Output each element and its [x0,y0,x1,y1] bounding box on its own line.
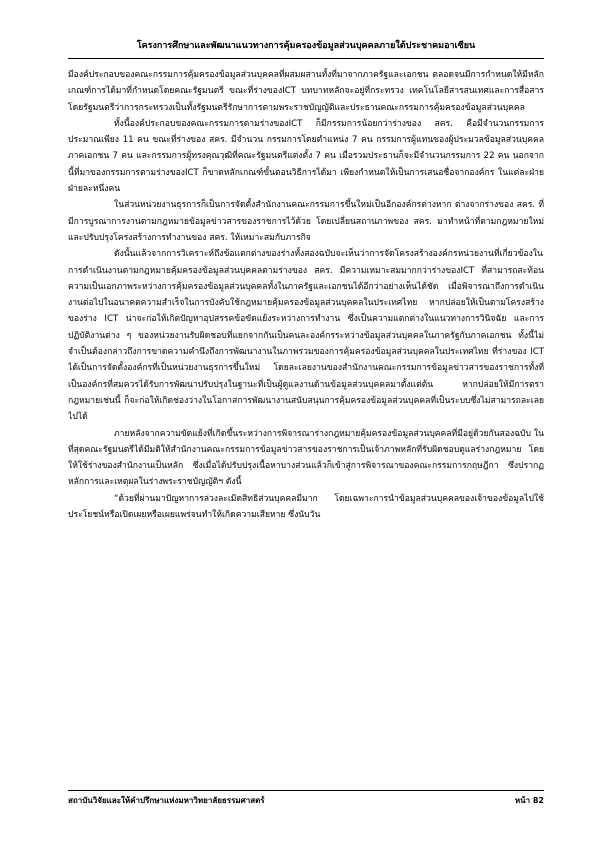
page-number: หน้า 82 [514,796,544,805]
paragraph-3: ในส่วนหน่วยงานธุรการก็เป็นการจัดตั้งสำนักงานคณะกรรมการขึ้นใหม่เป็นอีกองค์กรต่างหาก ต่างจากร่างของ สคร. ที่มีการบูรณาการงานตามกฎหมายข้อมูลข่าวสารของราชการไว้ด้วย โดยเปลี่ยนสถานภาพของ สคร. มาทำหน้าที่ตามกฎหมายใหม่ และปรับปรุงโครงสร้างการทำงานของ สคร. ให้เหมาะสมกับภารกิจ [68,200,544,243]
paragraph-4: ดังนั้นแล้วจากการวิเคราะห์ถึงข้อแตกต่างของร่างทั้งสองฉบับจะเห็นว่าการจัดโครงสร้างองค์กรหน่วยงานที่เกี่ยวข้องในการดำเนินงานตามกฎหมายคุ้มครองข้อมูลส่วนบุคคลตามร่างของ สคร. มีความเหมาะสมมากกว่าร่างของICT ที่สามารถสะท้อนความเป็นเอกภาพระหว่างการคุ้มครองข้อมูลส่วนบุคคลทั้งในภาครัฐและเอกชนได้อีกว่าอย่างเห็นได้ชัด เมื่อพิจารณาถึงการดำเนินงานต่อไปในอนาคตความสำเร็จในการบังคับใช้กฎหมายคุ้มครองข้อมูลส่วนบุคคลในประเทศไทย หากปล่อยให้เป็นตามโครงสร้างของร่าง ICT น่าจะก่อให้เกิดปัญหาอุปสรรคข้อขัดแย้งระหว่างการทำงาน ซึ่งเป็นความแตกต่างในแนวทางการวินิจฉัย และการปฏิบัติงานต่าง ๆ ของหน่วยงานรับผิดชอบที่แยกจากกันเป็นคนละองค์กรระหว่างข้อมูลส่วนบุคคลในภาครัฐกับภาคเอกชน ทั้งนี้ไม่จำเป็นต้องกล่าวถึงการขาดความคำนึงถึงการพัฒนางานในภาพรวมของการคุ้มครองข้อมูลส่วนบุคคลในประเทศไทย ที่ร่างของ ICT ได้เป็นการจัดตั้งองค์กรที่เป็นหน่วยงานธุรการขึ้นใหม่ โดยละเลยงานของสำนักงานคณะกรรมการข้อมูลข่าวสารของราชการทั้งที่เป็นองค์กรที่สมควรได้รับการพัฒนาปรับปรุงในฐานะที่เป็นผู้ดูแลงานด้านข้อมูลส่วนบุคคลมาตั้งแต่ต้น หากปล่อยให้มีการตรากฎหมายเช่นนี้ ก็จะก่อให้เกิดช่องว่างในโอกาสการพัฒนางานสนับสนุนการคุ้มครองข้อมูลส่วนบุคคลที่เป็นระบบซึ่งไม่สามารถละเลยไปได้ [68,249,544,423]
paragraph-5: ภายหลังจากความขัดแย้งที่เกิดขึ้นระหว่างการพิจารณาร่างกฎหมายคุ้มครองข้อมูลส่วนบุคคลที่มีอยู่ด้วยกันสองฉบับ ในที่สุดคณะรัฐมนตรีได้มีมติให้สำนักงานคณะกรรมการข้อมูลข่าวสารของราชการเป็นเจ้าภาพหลักที่รับผิดชอบดูแลร่างกฎหมาย โดยให้ใช้ร่างของสำนักงานเป็นหลัก ซึ่งเมื่อได้ปรับปรุงเนื้อหาบางส่วนแล้วก็เข้าสู่การพิจารณาของคณะกรรมการกฤษฎีกา ซึ่งปรากฏหลักการและเหตุผลในร่างพระราชบัญญัติฯ ดังนี้ [68,428,544,488]
header-title: โครงการศึกษาและพัฒนาแนวทางการคุ้มครองข้อมูลส่วนบุคคลภายใต้ประชาคมอาเซียน [136,41,476,51]
page-header [68,36,544,59]
paragraph-6: “ด้วยที่ผ่านมาปัญหาการล่วงละเมิดสิทธิส่วนบุคคลมีมาก โดยเฉพาะการนำข้อมูลส่วนบุคคลของเจ้าของข้อมูลไปใช้ประโยชน์หรือเปิดเผยหรือเผยแพร่จนทำให้เกิดความเสียหาย ซึ่งนับวัน [68,493,544,521]
paragraph-2: ทั้งนี้องค์ประกอบของคณะกรรมการตามร่างของICT ก็มีกรรมการน้อยกว่าร่างของ สคร. คือมีจำนวนกรรมการประมาณเพียง 11 คน ขณะที่ร่างของ สคร. มีจำนวน กรรมการโดยตำแหน่ง 7 คน กรรมการผู้แทนของผู้ประมวลข้อมูลส่วนบุคคลภาคเอกชน 7 คน และกรรมการผู้ทรงคุณวุฒิที่คณะรัฐมนตรีแต่งตั้ง 7 คน เมื่อรวมประธานก็จะมีจำนวนกรรมการ 22 คน นอกจากนี้ที่มาของกรรมการตามร่างของICT ก็ขาดหลักเกณฑ์ขั้นตอนวิธีการได้มา เพียงกำหนดให้เป็นการเสนอชื่อจากองค์กร ในแต่ละฝ่ายฝ่ายละหนึ่งคน [68,118,544,195]
footer-institute: สถาบันวิจัยและให้คำปรึกษาแห่งมหาวิทยาลัยธรรมศาสตร์ [68,796,265,805]
page-footer [68,790,544,809]
document-body [68,67,544,775]
paragraph-1: มีองค์ประกอบของคณะกรรมการคุ้มครองข้อมูลส่วนบุคคลที่ผสมผสานทั้งที่มาจากภาครัฐและเอกชน ตลอดจนมีการกำหนดให้มีหลักเกณฑ์การได้มาที่กำหนดโดยคณะรัฐมนตรี ขณะที่ร่างของICT บทบาทหลักจะอยู่ที่กระทรวง เทคโนโลยีสารสนเทศและการสื่อสาร โดยรัฐมนตรีว่าการกระทรวงเป็นทั้งรัฐมนตรีรักษาการตามพระราชบัญญัติและประธานคณะกรรมการคุ้มครองข้อมูลส่วนบุคคล [68,70,544,113]
